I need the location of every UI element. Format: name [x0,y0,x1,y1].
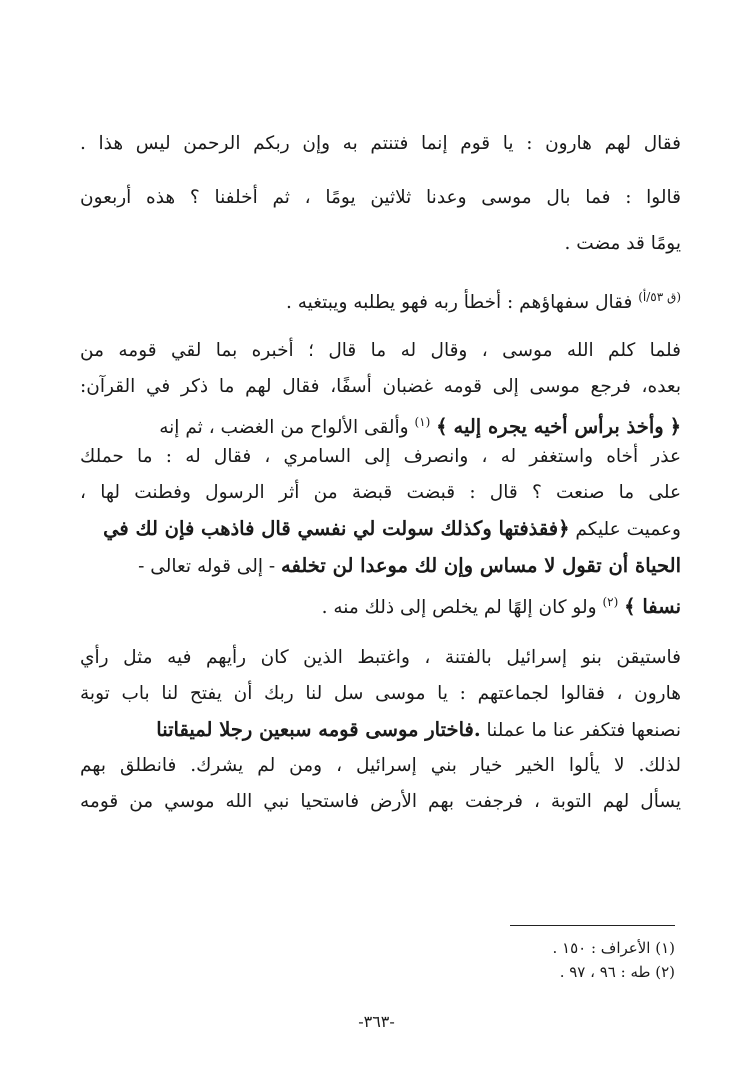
footnote-1: (١) الأعراف : ١٥٠ . [552,939,675,957]
text-line-4-body: فقال سفهاؤهم : أخطأ ربه فهو يطلبه ويبتغيه . [285,292,633,314]
footnote-ref-1: (١) [414,415,431,429]
text-line-16: لذلك. لا يألوا الخير خيار بني إسرائيل ، ومن لم يشرك. فانطلق بهم [80,755,681,776]
text-line-15-a: نصنعها فتكفر عنا ما عملنا [486,720,681,741]
text-line-15 [80,716,681,745]
text-line-13: فاستيقن بنو إسرائيل بالفتنة ، واغتبط الذين كان رأيهم فيه مثل رأي [80,647,681,668]
text-line-8: عذر أخاه واستغفر له ، وانصرف إلى السامري ، فقال له : ما حملك [80,446,681,467]
footnote-2: (٢) طه : ٩٦ ، ٩٧ . [559,963,675,981]
page-number: -٣٦٣- [358,1012,395,1031]
text-line-12 [80,588,681,622]
text-line-14: هارون ، فقالوا لجماعتهم : يا موسى سل لنا ربك أن يفتح لنا باب توبة [80,683,681,704]
text-line-1: فقال لهم هارون : يا قوم إنما فتنتم به وإن ربكم الرحمن ليس هذا . [80,133,681,154]
quran-bracket-close: ﴾ [436,415,448,439]
text-line-10 [80,515,681,544]
text-line-7 [80,408,681,442]
text-line-12-b: ولو كان إلهًا لم يخلص إلى ذلك منه . [321,597,597,619]
text-line-3: يومًا قد مضت . [564,233,681,254]
text-line-11-b: - إلى قوله تعالى - [138,556,276,577]
quran-bracket-open: ﴿ [669,415,681,439]
quran-verse-2: ﴿فقذفتها وكذلك سولت لي نفسي قال فاذهب فإن لك في [103,517,570,540]
text-line-7-a: وألقى الألواح من الغضب ، [208,417,409,439]
text-line-10-a: وعميت عليكم [575,519,681,540]
quran-verse-1: وأخذ برأس أخيه يجره إليه [453,415,664,439]
text-line-11 [80,552,681,581]
text-line-4 [80,283,681,317]
quran-verse-2-cont: الحياة أن تقول لا مساس وإن لك موعدا لن تخلفه [281,554,681,577]
manuscript-folio-ref: (ق ٥٣/أ) [638,290,681,304]
text-line-5: فلما كلم الله موسى ، وقال له ما قال ؛ أخبره بما لقي قومه من [80,340,681,361]
text-line-6: بعده، فرجع موسى إلى قومه غضبان أسفًا، فقال لهم ما ذكر في القرآن: [80,376,681,397]
footnote-ref-2: (٢) [602,595,619,609]
text-line-7-b: ثم إنه [159,417,203,439]
text-line-9: على ما صنعت ؟ قال : قبضت قبضة من أثر الرسول وفطنت لها ، [80,482,681,503]
text-line-2: قالوا : فما بال موسى وعدنا ثلاثين يومًا ، ثم أخلفنا ؟ هذه أربعون [80,187,681,208]
footnote-divider [510,925,675,926]
text-line-17: يسأل لهم التوبة ، فرجفت بهم الأرض فاستحيا نبي الله موسي من قومه [80,791,681,812]
quran-verse-3: .فاختار موسى قومه سبعين رجلا لميقاتنا [156,718,481,741]
quran-verse-2-end: نسفا ﴾ [624,595,681,619]
